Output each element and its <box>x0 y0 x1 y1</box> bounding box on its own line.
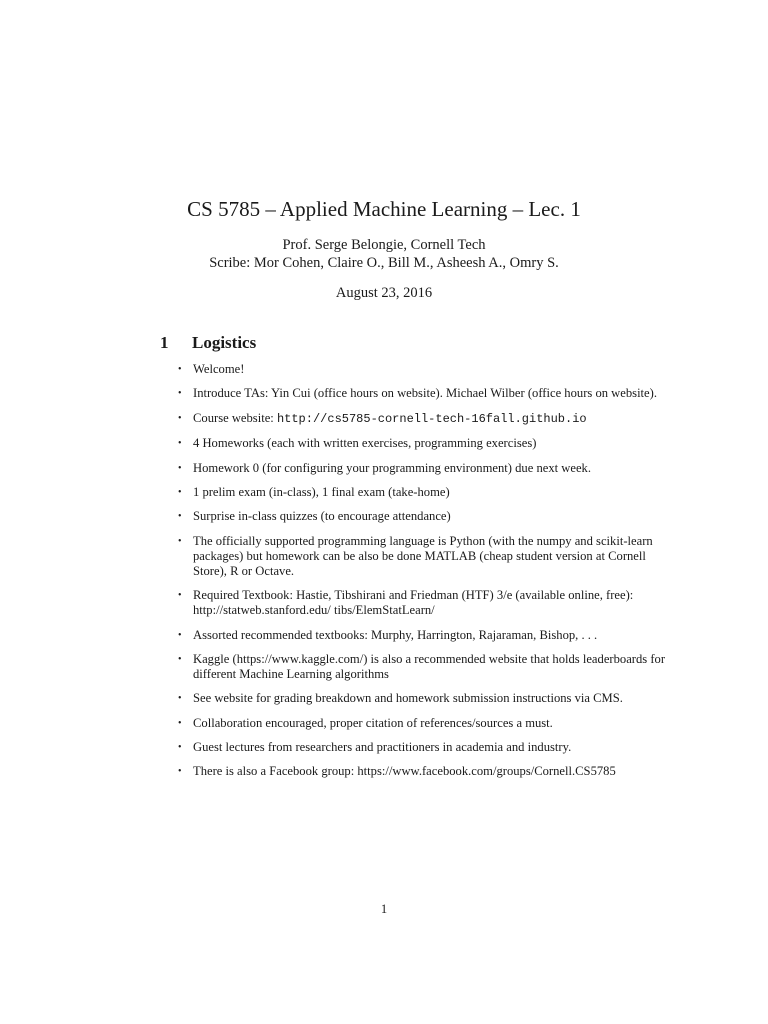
bullet-item <box>178 362 668 377</box>
bullet-text: Assorted recommended textbooks: Murphy, Harrington, Rajaraman, Bishop, . . . <box>193 627 598 642</box>
bullet-item <box>178 652 668 682</box>
bullet-item <box>178 588 668 618</box>
bullet-icon: • <box>178 535 182 547</box>
bullet-item <box>178 764 668 779</box>
bullet-icon: • <box>178 590 182 602</box>
bullet-text: Homework 0 (for configuring your programming environment) due next week. <box>193 460 591 475</box>
bullet-icon: • <box>178 462 182 474</box>
bullet-icon: • <box>178 364 182 375</box>
author-block <box>0 236 768 272</box>
logistics-bullet-list <box>178 362 668 789</box>
bullet-item <box>178 436 668 451</box>
bullet-text: The officially supported programming language is Python (with the numpy and scikit-learn packages) but homework can be also be done MATLAB (cheap student version at Cornell Store), R or Octave. <box>193 533 653 578</box>
bullet-icon: • <box>178 653 182 665</box>
bullet-text: Introduce TAs: Yin Cui (office hours on website). Michael Wilber (office hours on website). <box>193 386 657 401</box>
bullet-icon: • <box>178 412 182 424</box>
bullet-item <box>178 461 668 476</box>
bullet-text: See website for grading breakdown and homework submission instructions via CMS. <box>193 691 623 706</box>
bullet-item <box>178 411 668 427</box>
bullet-item <box>178 386 668 401</box>
bullet-text: There is also a Facebook group: https://www.facebook.com/groups/Cornell.CS5785 <box>193 764 616 779</box>
bullet-text: Welcome! <box>193 362 245 376</box>
bullet-item <box>178 509 668 524</box>
bullet-text: Required Textbook: Hastie, Tibshirani and Friedman (HTF) 3/e (available online, free): http://statweb.stanford.edu/ tibs/ElemStatLearn/ <box>193 588 634 618</box>
bullet-item <box>178 740 668 755</box>
professor-line: Prof. Serge Belongie, Cornell Tech <box>282 237 486 253</box>
bullet-icon: • <box>178 766 182 778</box>
bullet-text: 1 prelim exam (in-class), 1 final exam (take-home) <box>193 484 450 499</box>
bullet-icon: • <box>178 511 182 523</box>
section-number: 1 <box>160 333 169 352</box>
bullet-item <box>178 534 668 579</box>
bullet-text: Kaggle (https://www.kaggle.com/) is also a recommended website that holds leaderboards for different Machine Learning algorithms <box>193 651 666 681</box>
bullet-text: Guest lectures from researchers and practitioners in academia and industry. <box>193 740 572 755</box>
bullet-item <box>178 628 668 643</box>
section-heading <box>160 332 256 354</box>
bullet-icon: • <box>178 629 182 641</box>
bullet-text: 4 Homeworks (each with written exercises, programming exercises) <box>193 436 537 451</box>
bullet-icon: • <box>178 742 182 754</box>
bullet-icon: • <box>178 486 182 498</box>
bullet-text: Course website: <box>193 410 277 425</box>
page-number: 1 <box>380 902 388 916</box>
scribe-line: Scribe: Mor Cohen, Claire O., Bill M., Asheesh A., Omry S. <box>209 255 559 271</box>
document-title: CS 5785 – Applied Machine Learning – Lec. 1 <box>187 197 581 221</box>
bullet-text: Collaboration encouraged, proper citation of references/sources a must. <box>193 715 553 730</box>
bullet-item <box>178 485 668 500</box>
bullet-item <box>178 716 668 731</box>
bullet-item <box>178 691 668 706</box>
section-title: Logistics <box>192 333 257 352</box>
course-website-url: http://cs5785-cornell-tech-16fall.github.io <box>276 411 587 426</box>
bullet-text: Surprise in-class quizzes (to encourage attendance) <box>193 509 451 524</box>
bullet-icon: • <box>178 388 182 400</box>
bullet-icon: • <box>178 438 182 450</box>
document-date: August 23, 2016 <box>335 285 433 301</box>
bullet-icon: • <box>178 693 182 705</box>
bullet-icon: • <box>178 717 182 729</box>
